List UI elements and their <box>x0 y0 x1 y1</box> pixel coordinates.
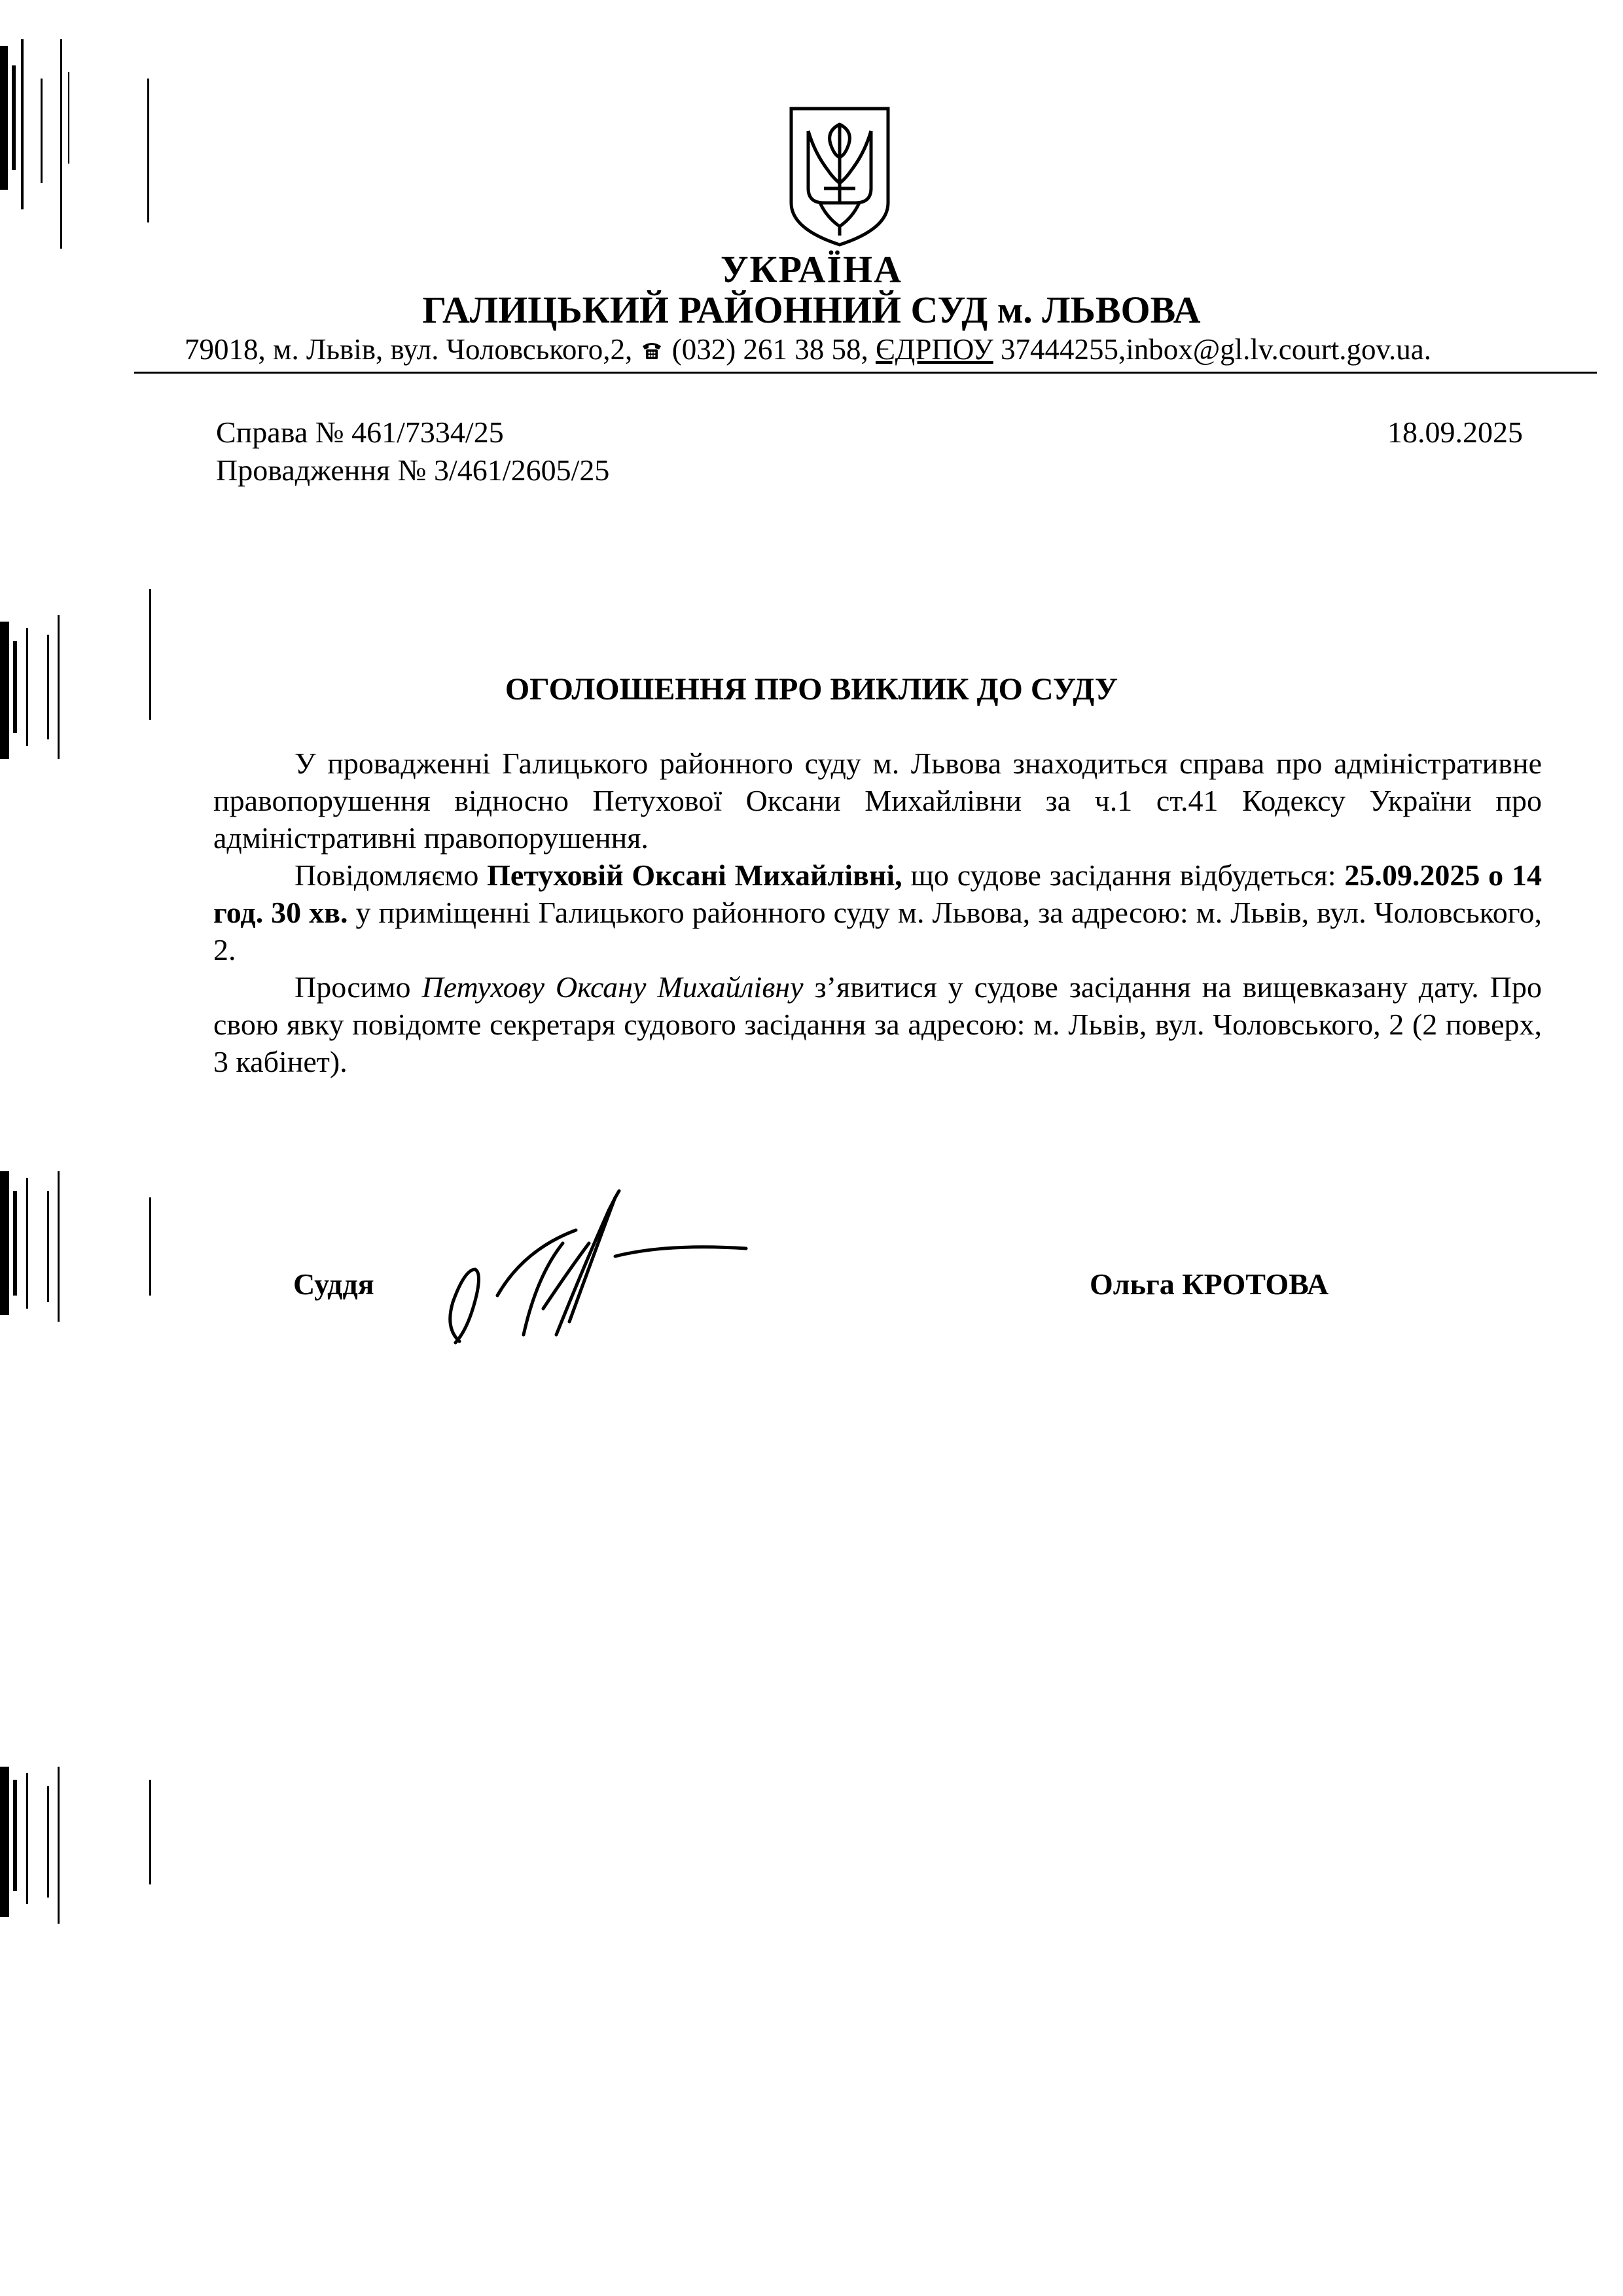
addressee-name: Петуховій Оксані Михайлівні, <box>487 858 902 892</box>
notice-lead: Повідомляємо <box>294 858 488 892</box>
judge-name: Ольга КРОТОВА <box>1090 1267 1329 1301</box>
proceeding-number: Провадження № 3/461/2605/25 <box>216 453 610 487</box>
notice-middle: що судове засідання відбудеться: <box>902 858 1345 892</box>
paragraph-case-info: У провадженні Галицького районного суду м. Львова знаходиться справа про адміністративне правопорушення відносно Петухової Оксани Михайлівни за ч.1 ст.41 Кодексу України про адміністративні правопорушення. <box>213 747 1542 855</box>
judge-label: Суддя <box>293 1267 374 1301</box>
request-lead: Просимо <box>294 970 422 1004</box>
edrpou-and-email: 37444255,inbox@gl.lv.court.gov.ua. <box>1000 333 1432 366</box>
document-title: ОГОЛОШЕННЯ ПРО ВИКЛИК ДО СУДУ <box>505 672 1118 707</box>
document-date: 18.09.2025 <box>1387 415 1523 449</box>
handwritten-signature <box>419 1171 759 1354</box>
edrpou-label: ЄДРПОУ <box>875 333 993 366</box>
paragraph-request <box>213 968 1542 1080</box>
court-address: 79018, м. Львів, вул. Чоловського,2, <box>185 333 633 366</box>
request-details: з’явитися у судове засідання на вищевказану дату. Про свою явку повідомте секретаря судового засідання за адресою: м. Львів, вул. Чоловського, 2 (2 поверх, 3 кабінет). <box>213 970 1542 1078</box>
header-divider <box>134 372 1597 374</box>
paragraph-hearing-notice <box>213 857 1542 968</box>
court-contacts: 79018, м. Львів, вул. Чоловського,2, (032) 261 38 58, ЄДРПОУ 37444255,inbox@gl.lv.court.gov.ua. <box>185 333 1432 366</box>
scan-margin-artifacts <box>0 0 157 2296</box>
telephone-icon <box>641 340 663 362</box>
hearing-datetime: 25.09.2025 о 14 год. 30 хв. <box>213 858 1542 929</box>
document-body <box>213 745 1542 1080</box>
case-number: Справа № 461/7334/25 <box>216 415 504 449</box>
court-heading: ГАЛИЦЬКИЙ РАЙОННИЙ СУД м. ЛЬВОВА <box>422 289 1201 331</box>
notice-location: у приміщенні Галицького районного суду м. Львова, за адресою: м. Львів, вул. Чоловського, 2. <box>213 896 1543 966</box>
request-addressee: Петухову Оксану Михайлівну <box>421 970 804 1004</box>
court-phone: (032) 261 38 58 <box>671 333 861 366</box>
tryzub-coat-of-arms-icon <box>787 105 892 247</box>
country-heading: УКРАЇНА <box>720 248 903 291</box>
